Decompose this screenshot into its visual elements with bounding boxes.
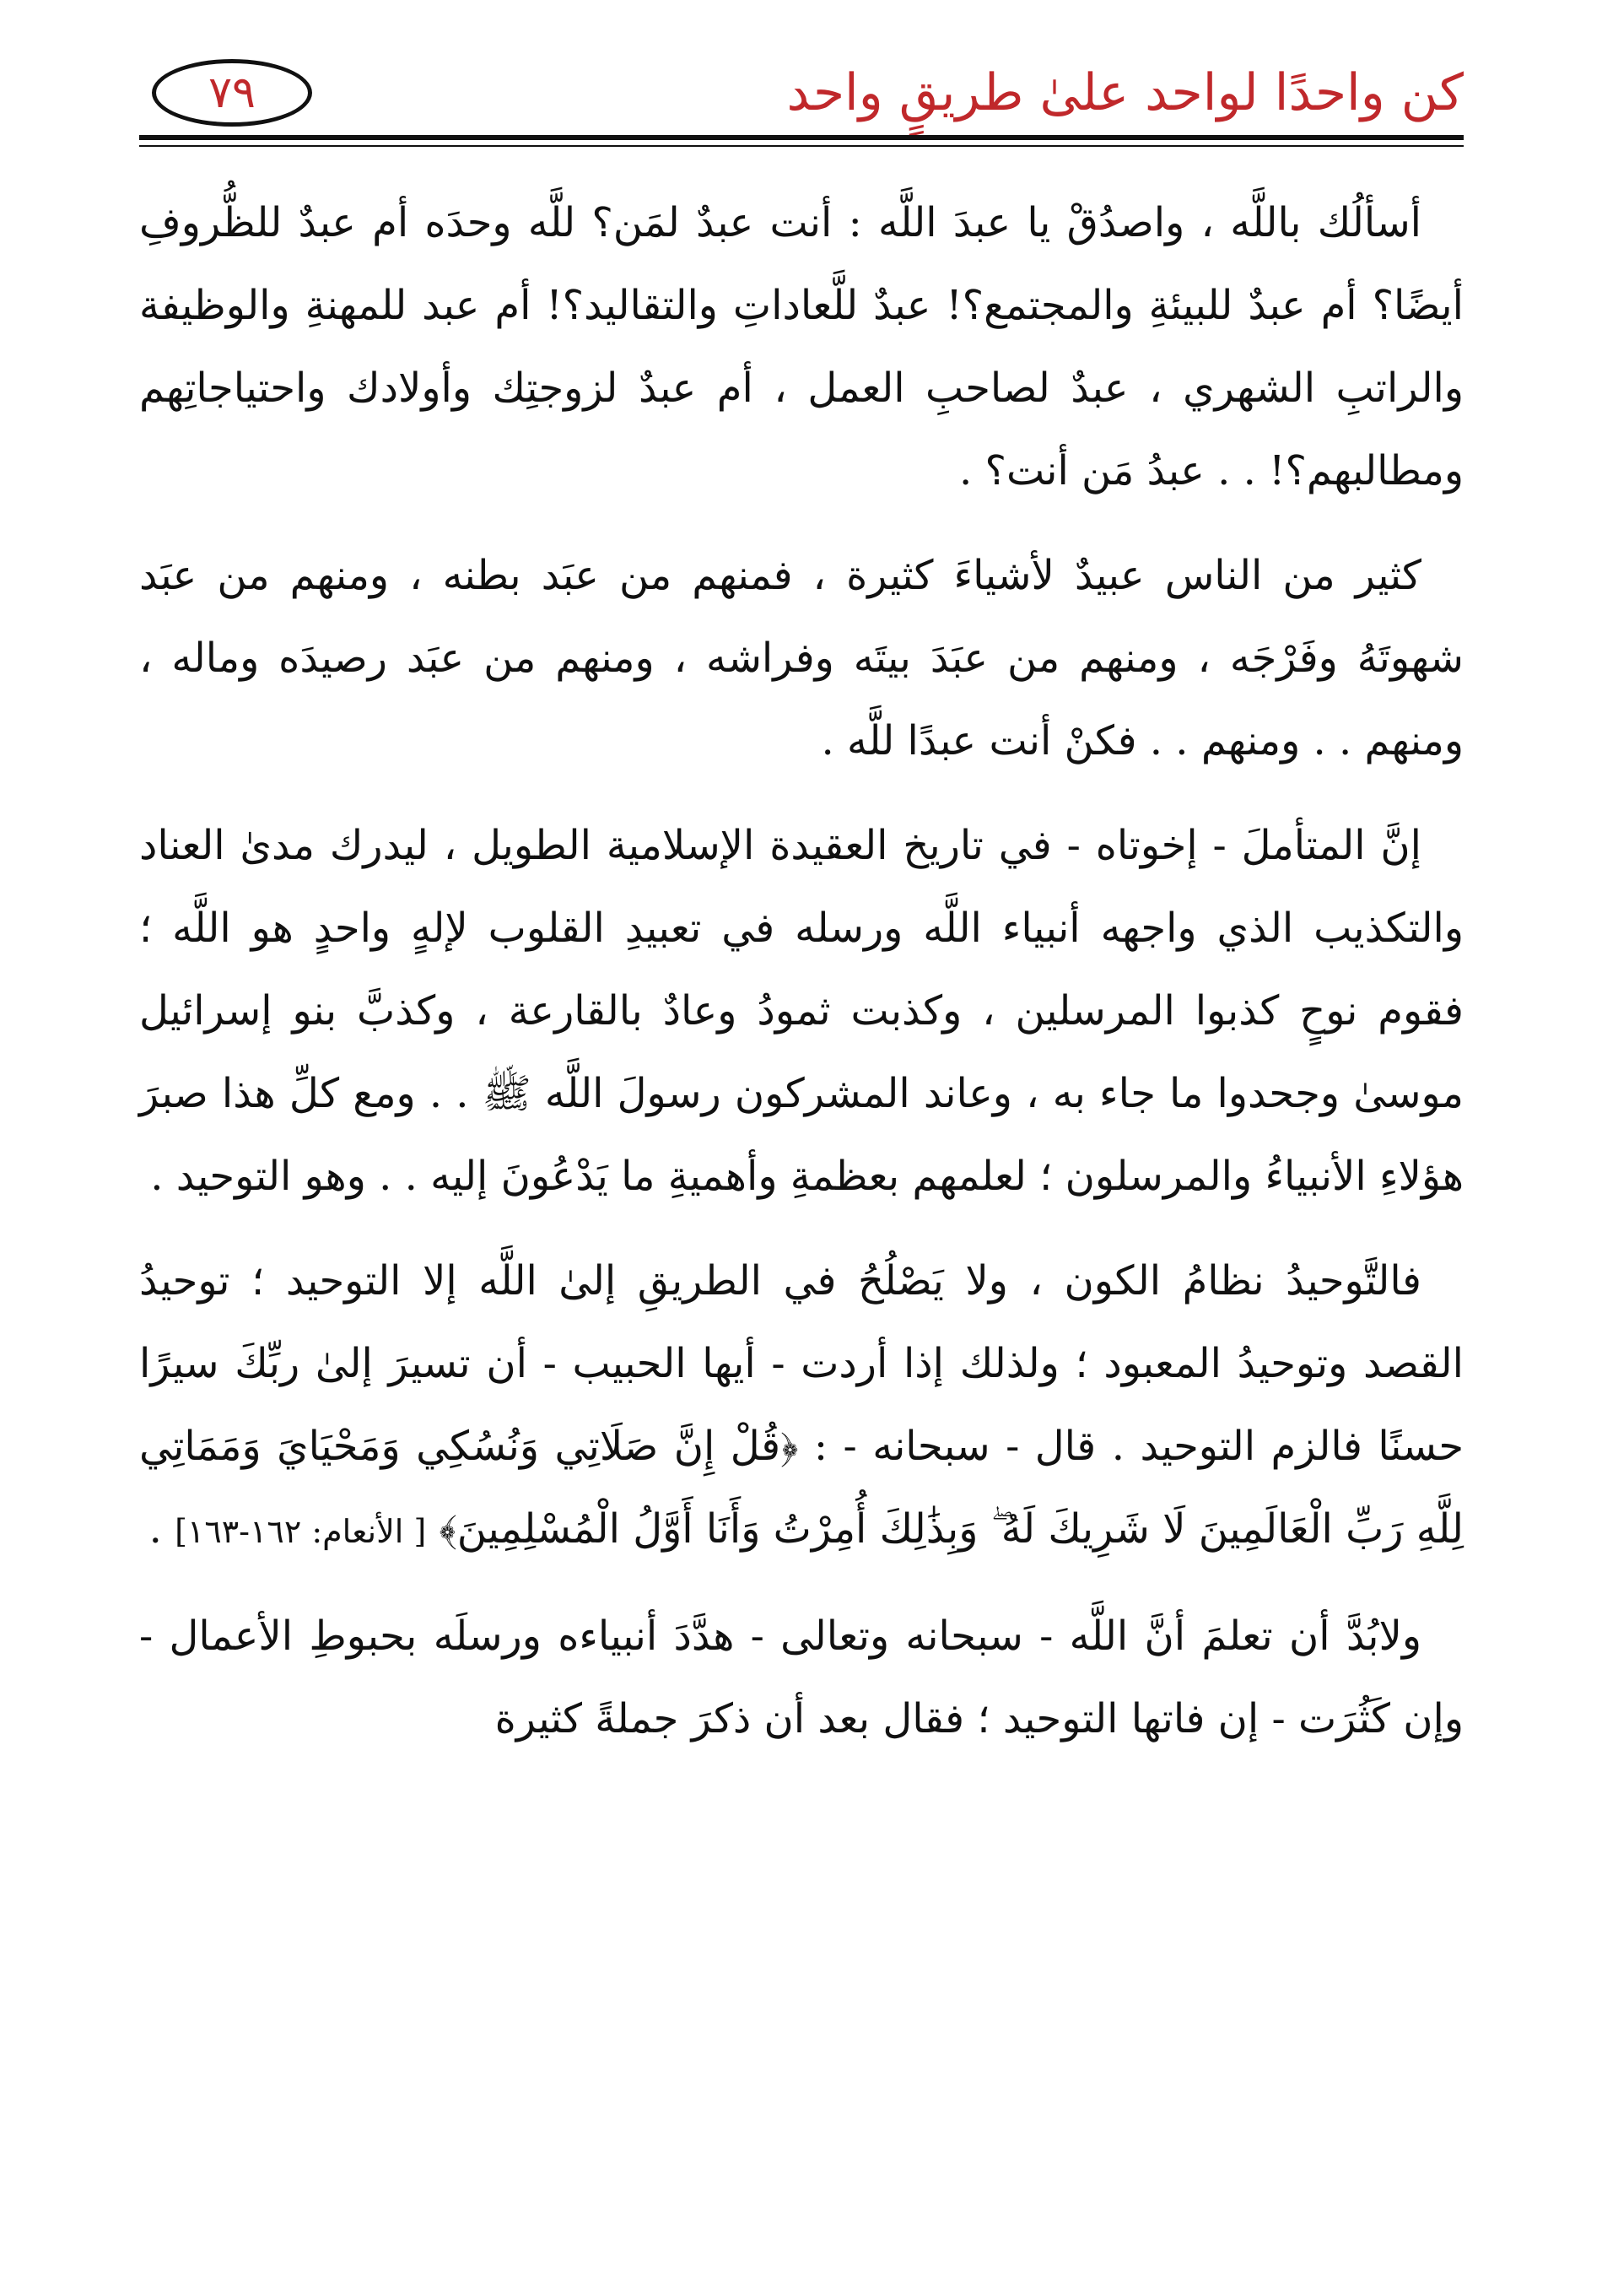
paragraph-3 [139,804,1464,1218]
page-number-badge: ٧٩ [152,59,312,127]
paragraph-tail: . [148,1505,162,1553]
paragraph-text: إنَّ المتأملَ - إخوتاه - في تاريخ العقيدة الإسلامية الطويل ، ليدرك مدىٰ العناد والتكذيب الذي واجهه أنبياء اللَّه ورسله في تعبيدِ القلوب لإلهٍ واحدٍ هو اللَّه ؛ فقوم نوحٍ كذبوا المرسلين ، وكذبت ثمودُ وعادٌ بالقارعة ، وكذبَّ بنو إسرائيل موسىٰ وجحدوا ما جاء به ، وعاند المشركون رسولَ اللَّه ﷺ . . ومع كلِّ هذا صبرَ هؤلاءِ الأنبياءُ والمرسلون ؛ لعلمهم بعظمةِ وأهميةِ ما يَدْعُونَ إليه . . وهو التوحيد . [139,822,1464,1200]
quran-verse: ﴿قُلْ إِنَّ صَلَاتِي وَنُسُكِي وَمَحْيَايَ وَمَمَاتِي لِلَّهِ رَبِّ الْعَالَمِينَ لَا شَرِيكَ لَهُ ۖ وَبِذَٰلِكَ أُمِرْتُ وَأَنَا أَوَّلُ الْمُسْلِمِينَ﴾ [139,1423,1464,1553]
paragraph-1 [139,181,1464,512]
page-header [139,51,1464,143]
body-text [139,181,1464,1782]
paragraph-text: كثير من الناس عبيدٌ لأشياءَ كثيرة ، فمنهم من عبَد بطنه ، ومنهم من عبَد شهوتَهُ وفَرْجَه ، ومنهم من عبَدَ بيتَه وفراشه ، ومنهم من عبَد رصيدَه وماله ، ومنهم . . ومنهم . . فكنْ أنت عبدًا للَّه . [139,552,1464,764]
verse-reference: [ الأنعام: ١٦٢-١٦٣] [175,1513,427,1550]
header-rule-thin [139,145,1464,147]
paragraph-4 [139,1240,1464,1573]
running-title: كن واحدًا لواحد علىٰ طريقٍ واحد [786,63,1464,122]
header-rule-thick [139,135,1464,140]
paragraph-text: فالتَّوحيدُ نظامُ الكون ، ولا يَصْلُحُ في الطريقِ إلىٰ اللَّه إلا التوحيد ؛ توحيدُ القصد وتوحيدُ المعبود ؛ ولذلك إذا أردت - أيها الحبيب - أن تسيرَ إلىٰ ربِّكَ سيرًا حسنًا فالزم التوحيد . قال - سبحانه - : [139,1257,1464,1470]
paragraph-text: أسألُك باللَّه ، واصدُقْ يا عبدَ اللَّه : أنت عبدٌ لمَن؟ للَّه وحدَه أم عبدٌ للظُّروفِ أيضًا؟ أم عبدٌ للبيئةِ والمجتمع؟! عبدٌ للَّعاداتِ والتقاليد؟! أم عبد للمهنةِ والوظيفة والراتبِ الشهري ، عبدٌ لصاحبِ العمل ، أم عبدٌ لزوجتِك وأولادك واحتياجاتِهم ومطالبهم؟! . . عبدُ مَن أنت؟ . [139,199,1464,494]
paragraph-2 [139,534,1464,782]
paragraph-text: ولابُدَّ أن تعلمَ أنَّ اللَّه - سبحانه وتعالى - هدَّدَ أنبياءه ورسلَه بحبوطِ الأعمال - وإن كَثُرَت - إن فاتها التوحيد ؛ فقال بعد أن ذكرَ جملةً كثيرة [139,1613,1464,1742]
paragraph-5 [139,1595,1464,1760]
